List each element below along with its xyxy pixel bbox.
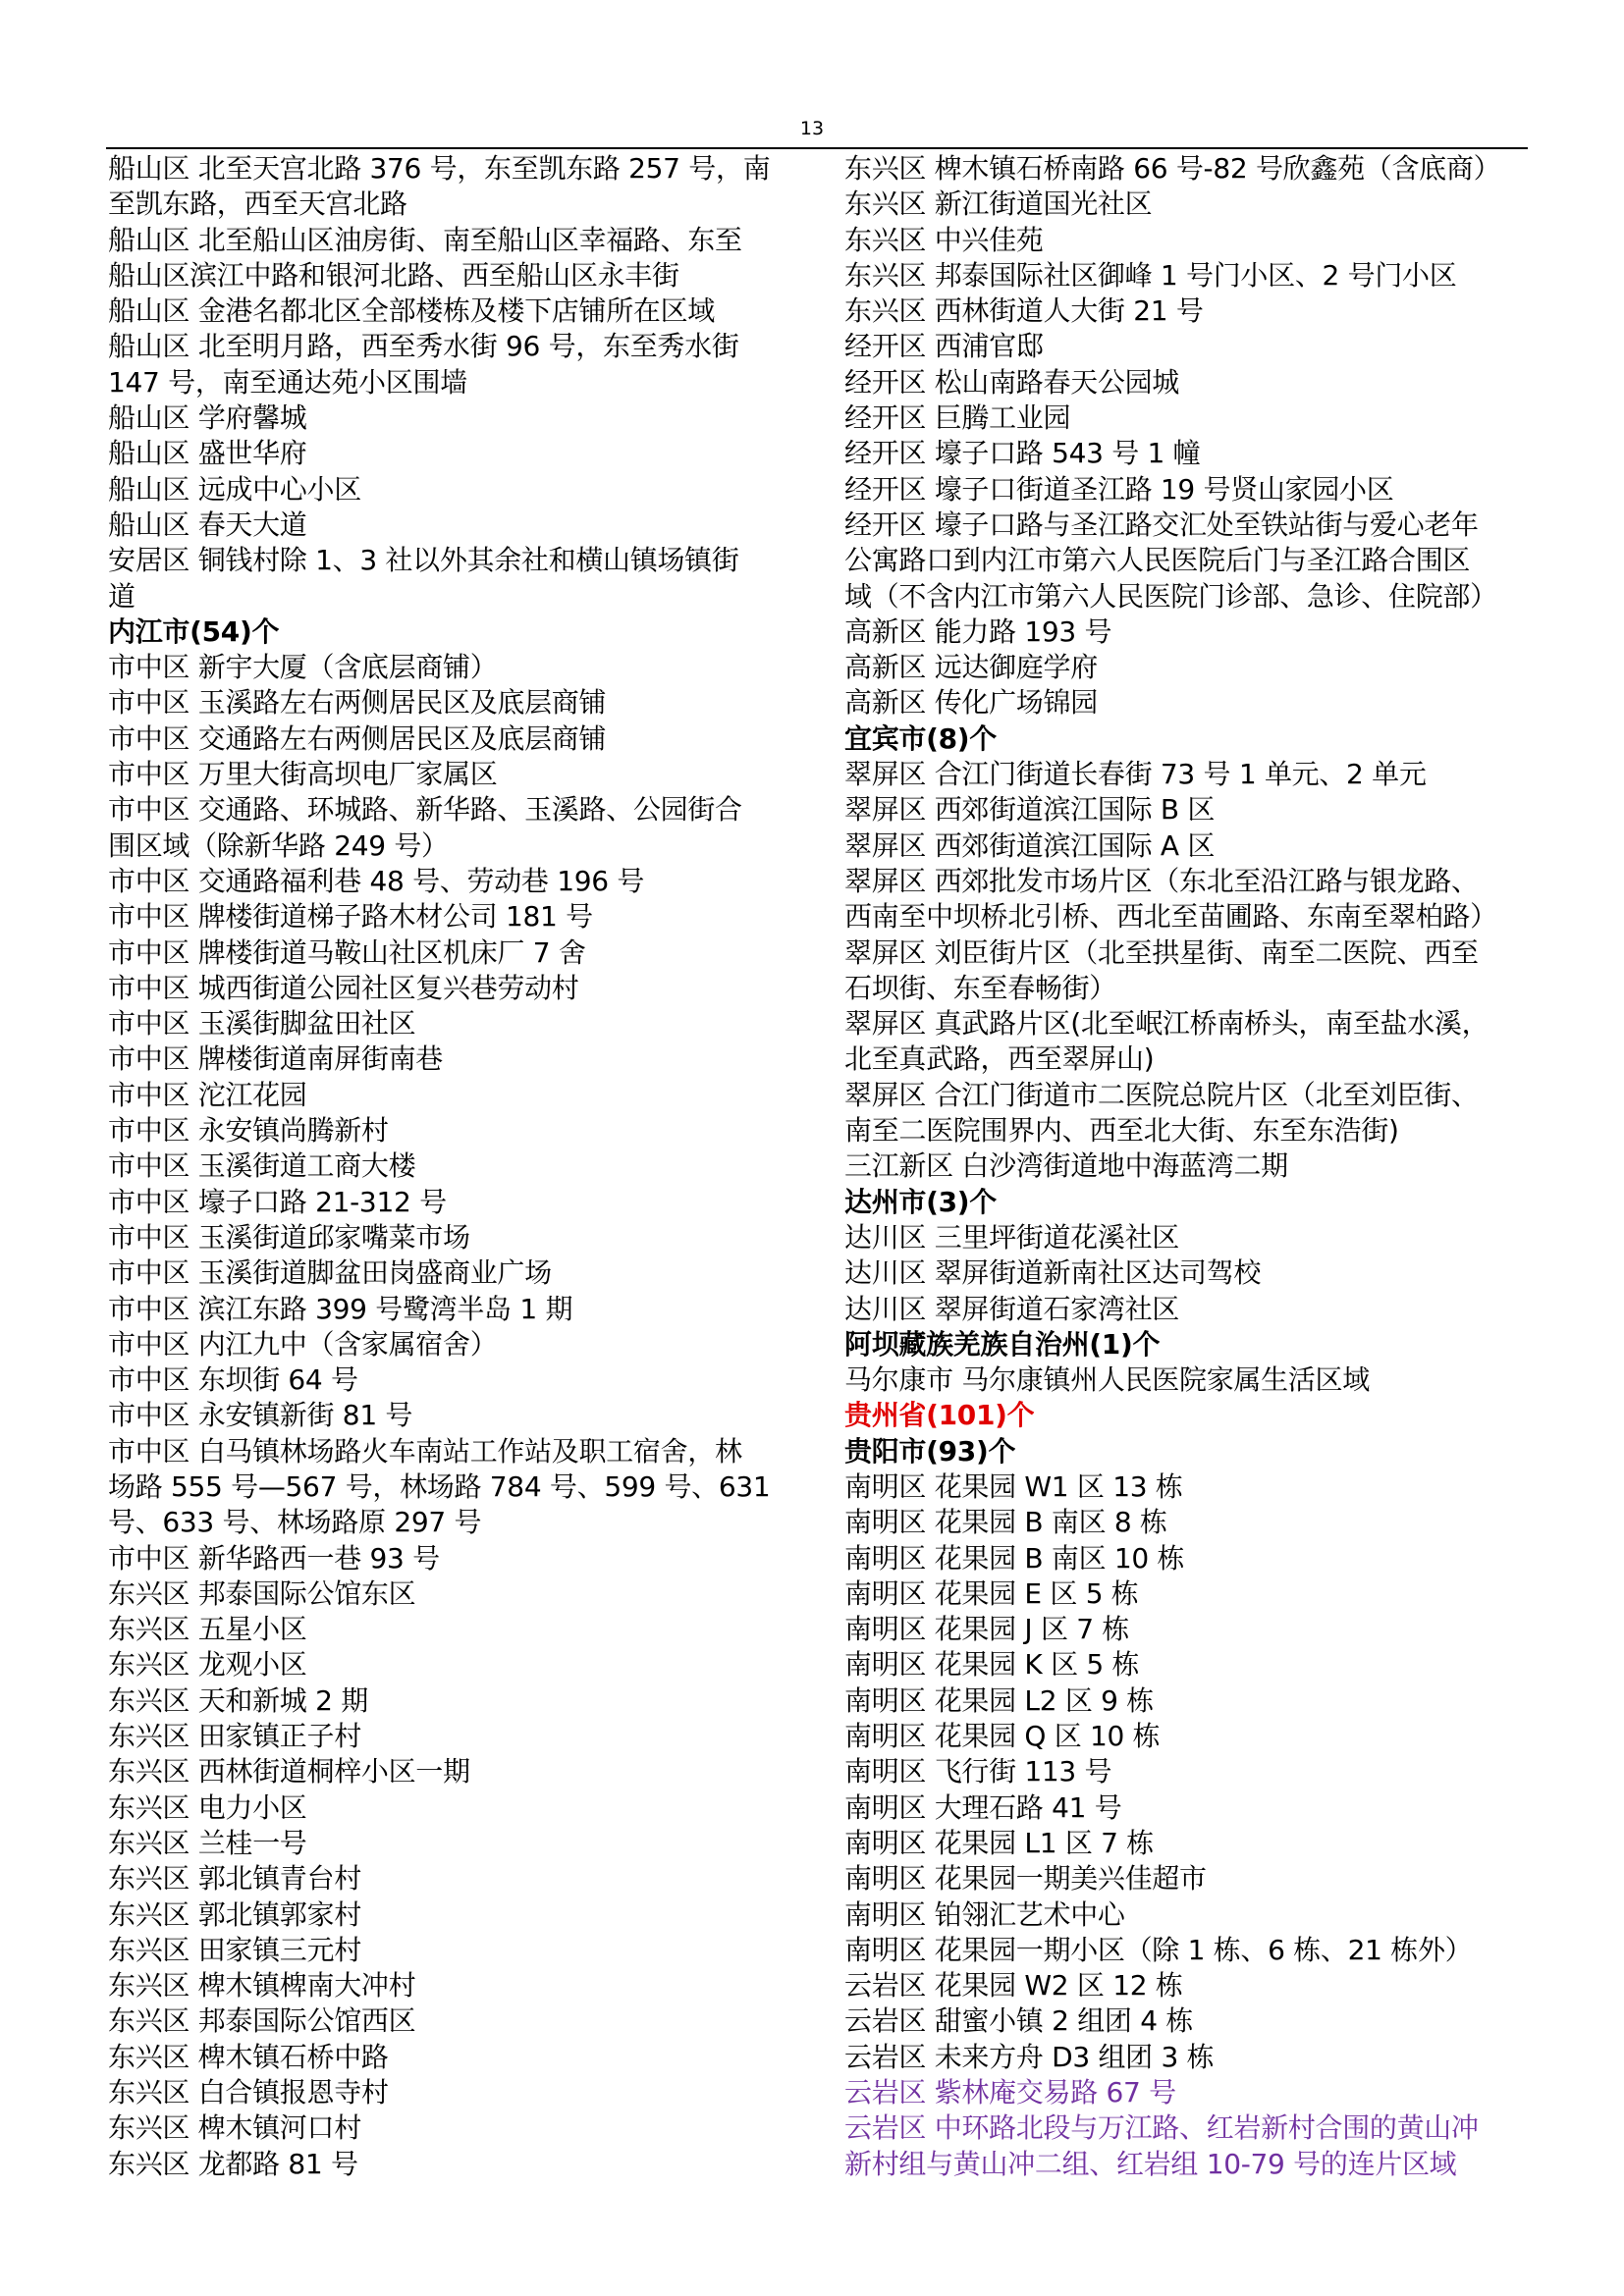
list-item: 翠屏区 西郊街道滨江国际 B 区 <box>844 793 1216 827</box>
list-item: 市中区 交通路、环城路、新华路、玉溪路、公园街合 <box>108 793 742 827</box>
list-item: 经开区 壕子口街道圣江路 19 号贤山家园小区 <box>844 472 1394 506</box>
list-item: 东兴区 天和新城 2 期 <box>108 1683 368 1717</box>
section-heading: 达州市(3)个 <box>844 1185 997 1218</box>
highlighted-list-item: 云岩区 紫林庵交易路 67 号 <box>844 2076 1176 2109</box>
list-item: 三江新区 白沙湾街道地中海蓝湾二期 <box>844 1149 1288 1183</box>
section-heading: 内江市(54)个 <box>108 614 280 648</box>
list-item: 东兴区 白合镇报恩寺村 <box>108 2076 389 2109</box>
list-item: 场路 555 号—567 号，林场路 784 号、599 号、631 <box>108 1469 771 1503</box>
list-item: 市中区 新宇大厦（含底层商铺） <box>108 651 498 684</box>
list-item: 马尔康市 马尔康镇州人民医院家属生活区域 <box>844 1363 1370 1397</box>
list-item: 翠屏区 真武路片区(北至岷江桥南桥头，南至盐水溪， <box>844 1007 1489 1041</box>
list-item: 东兴区 中兴佳苑 <box>844 223 1044 256</box>
list-item: 东兴区 西林街道桐梓小区一期 <box>108 1755 470 1789</box>
list-item: 经开区 壕子口路 543 号 1 幢 <box>844 437 1201 470</box>
list-item: 市中区 玉溪街道工商大楼 <box>108 1149 416 1183</box>
list-item: 船山区 北至天宫北路 376 号，东至凯东路 257 号，南 <box>108 152 771 185</box>
section-heading: 宜宾市(8)个 <box>844 721 997 755</box>
list-item: 云岩区 未来方舟 D3 组团 3 栋 <box>844 2040 1215 2073</box>
list-item: 石坝街、东至春畅街） <box>844 971 1117 1004</box>
list-item: 市中区 滨江东路 399 号鹭湾半岛 1 期 <box>108 1292 573 1325</box>
list-item: 东兴区 邦泰国际公馆东区 <box>108 1576 416 1610</box>
list-item: 市中区 永安镇新街 81 号 <box>108 1399 413 1432</box>
list-item: 经开区 松山南路春天公园城 <box>844 365 1180 399</box>
list-item: 高新区 能力路 193 号 <box>844 614 1112 648</box>
list-item: 南至二医院围界内、西至北大街、东至东浩街) <box>844 1114 1399 1148</box>
list-item: 东兴区 邦泰国际公馆西区 <box>108 2004 416 2038</box>
list-item: 北至真武路，西至翠屏山) <box>844 1042 1155 1076</box>
list-item: 船山区 远成中心小区 <box>108 472 361 506</box>
list-item: 船山区滨江中路和银河北路、西至船山区永丰街 <box>108 258 679 292</box>
list-item: 围区域（除新华路 249 号） <box>108 828 449 862</box>
highlighted-list-item: 新村组与黄山冲二组、红岩组 10-79 号的连片区域 <box>844 2147 1457 2180</box>
list-item: 船山区 盛世华府 <box>108 437 307 470</box>
list-item: 南明区 花果园 L1 区 7 栋 <box>844 1826 1154 1859</box>
page-number: 13 <box>799 118 825 139</box>
list-item: 南明区 大理石路 41 号 <box>844 1790 1122 1824</box>
list-item: 南明区 铂翎汇艺术中心 <box>844 1897 1125 1931</box>
list-item: 市中区 玉溪街道邱家嘴菜市场 <box>108 1220 470 1254</box>
list-item: 翠屏区 西郊批发市场片区（东北至沿江路与银龙路、 <box>844 864 1479 897</box>
list-item: 船山区 北至船山区油房街、南至船山区幸福路、东至 <box>108 223 742 256</box>
list-item: 高新区 远达御庭学府 <box>844 651 1098 684</box>
list-item: 市中区 牌楼街道南屏街南巷 <box>108 1042 444 1076</box>
list-item: 市中区 玉溪街道脚盆田岗盛商业广场 <box>108 1256 552 1290</box>
highlighted-list-item: 云岩区 中环路北段与万江路、红岩新村合围的黄山冲 <box>844 2111 1479 2145</box>
list-item: 南明区 花果园 E 区 5 栋 <box>844 1576 1139 1610</box>
list-item: 东兴区 西林街道人大街 21 号 <box>844 294 1204 328</box>
list-item: 市中区 万里大街高坝电厂家属区 <box>108 758 498 791</box>
list-item: 东兴区 电力小区 <box>108 1790 307 1824</box>
list-item: 东兴区 椑木镇椑南大冲村 <box>108 1969 416 2002</box>
right-column <box>844 151 1538 2182</box>
list-item: 经开区 巨腾工业园 <box>844 401 1071 435</box>
list-item: 西南至中坝桥北引桥、西北至苗圃路、东南至翠柏路） <box>844 900 1497 934</box>
list-item: 东兴区 郭北镇青台村 <box>108 1862 361 1896</box>
list-item: 道 <box>108 579 135 613</box>
province-heading: 贵州省(101)个 <box>844 1399 1035 1432</box>
list-item: 南明区 飞行街 113 号 <box>844 1755 1112 1789</box>
list-item: 市中区 城西街道公园社区复兴巷劳动村 <box>108 971 579 1004</box>
list-item: 东兴区 新江街道国光社区 <box>844 187 1153 221</box>
list-item: 南明区 花果园 J 区 7 栋 <box>844 1613 1130 1646</box>
list-item: 经开区 西浦官邸 <box>844 330 1044 363</box>
list-item: 经开区 壕子口路与圣江路交汇处至铁站街与爱心老年 <box>844 507 1479 541</box>
list-item: 公寓路口到内江市第六人民医院后门与圣江路合围区 <box>844 544 1471 577</box>
list-item: 域（不含内江市第六人民医院门诊部、急诊、住院部） <box>844 579 1497 613</box>
list-item: 至凯东路，西至天宫北路 <box>108 187 407 221</box>
list-item: 市中区 东坝街 64 号 <box>108 1363 358 1397</box>
list-item: 市中区 永安镇尚腾新村 <box>108 1114 389 1148</box>
list-item: 东兴区 郭北镇郭家村 <box>108 1897 361 1931</box>
list-item: 东兴区 龙观小区 <box>108 1648 307 1682</box>
list-item: 市中区 牌楼街道梯子路木材公司 181 号 <box>108 900 593 934</box>
list-item: 船山区 春天大道 <box>108 507 307 541</box>
list-item: 东兴区 邦泰国际社区御峰 1 号门小区、2 号门小区 <box>844 258 1457 292</box>
list-item: 南明区 花果园一期美兴佳超市 <box>844 1862 1207 1896</box>
list-item: 高新区 传化广场锦园 <box>844 686 1098 720</box>
list-item: 南明区 花果园 B 南区 10 栋 <box>844 1541 1185 1575</box>
list-item: 安居区 铜钱村除 1、3 社以外其余社和横山镇场镇街 <box>108 544 739 577</box>
list-item: 东兴区 田家镇三元村 <box>108 1933 361 1966</box>
list-item: 市中区 玉溪街脚盆田社区 <box>108 1007 416 1041</box>
section-heading: 贵阳市(93)个 <box>844 1434 1016 1468</box>
list-item: 达川区 翠屏街道石家湾社区 <box>844 1292 1180 1325</box>
list-item: 云岩区 甜蜜小镇 2 组团 4 栋 <box>844 2004 1194 2038</box>
header-rule <box>106 147 1528 149</box>
list-item: 云岩区 花果园 W2 区 12 栋 <box>844 1969 1183 2002</box>
list-item: 南明区 花果园 Q 区 10 栋 <box>844 1720 1161 1753</box>
list-item: 达川区 三里坪街道花溪社区 <box>844 1220 1180 1254</box>
list-item: 翠屏区 西郊街道滨江国际 A 区 <box>844 828 1216 862</box>
list-item: 船山区 学府馨城 <box>108 401 307 435</box>
list-item: 147 号，南至通达苑小区围墙 <box>108 365 467 399</box>
list-item: 市中区 交通路福利巷 48 号、劳动巷 196 号 <box>108 864 645 897</box>
list-item: 南明区 花果园 W1 区 13 栋 <box>844 1469 1183 1503</box>
left-column <box>108 151 801 2182</box>
list-item: 市中区 内江九中（含家属宿舍） <box>108 1327 498 1361</box>
list-item: 翠屏区 刘臣街片区（北至拱星街、南至二医院、西至 <box>844 935 1479 969</box>
list-item: 东兴区 椑木镇石桥南路 66 号-82 号欣鑫苑（含底商） <box>844 152 1501 185</box>
list-item: 市中区 壕子口路 21-312 号 <box>108 1185 447 1218</box>
list-item: 南明区 花果园一期小区（除 1 栋、6 栋、21 栋外） <box>844 1933 1473 1966</box>
list-item: 东兴区 椑木镇河口村 <box>108 2111 361 2145</box>
list-item: 南明区 花果园 K 区 5 栋 <box>844 1648 1140 1682</box>
list-item: 市中区 玉溪路左右两侧居民区及底层商铺 <box>108 686 607 720</box>
list-item: 船山区 金港名都北区全部楼栋及楼下店铺所在区域 <box>108 294 716 328</box>
list-item: 市中区 白马镇林场路火车南站工作站及职工宿舍，林 <box>108 1434 742 1468</box>
list-item: 达川区 翠屏街道新南社区达司驾校 <box>844 1256 1262 1290</box>
list-item: 船山区 北至明月路，西至秀水街 96 号，东至秀水街 <box>108 330 739 363</box>
list-item: 市中区 新华路西一巷 93 号 <box>108 1541 440 1575</box>
list-item: 翠屏区 合江门街道长春街 73 号 1 单元、2 单元 <box>844 758 1427 791</box>
list-item: 南明区 花果园 B 南区 8 栋 <box>844 1506 1167 1539</box>
list-item: 翠屏区 合江门街道市二医院总院片区（北至刘臣街、 <box>844 1078 1479 1111</box>
list-item: 东兴区 田家镇正子村 <box>108 1720 361 1753</box>
list-item: 市中区 交通路左右两侧居民区及底层商铺 <box>108 721 607 755</box>
list-item: 东兴区 龙都路 81 号 <box>108 2147 358 2180</box>
list-item: 市中区 沱江花园 <box>108 1078 307 1111</box>
list-item: 东兴区 椑木镇石桥中路 <box>108 2040 389 2073</box>
list-item: 市中区 牌楼街道马鞍山社区机床厂 7 舍 <box>108 935 586 969</box>
section-heading: 阿坝藏族羌族自治州(1)个 <box>844 1327 1161 1361</box>
list-item: 东兴区 兰桂一号 <box>108 1826 307 1859</box>
list-item: 东兴区 五星小区 <box>108 1613 307 1646</box>
list-item: 号、633 号、林场路原 297 号 <box>108 1506 482 1539</box>
list-item: 南明区 花果园 L2 区 9 栋 <box>844 1683 1154 1717</box>
